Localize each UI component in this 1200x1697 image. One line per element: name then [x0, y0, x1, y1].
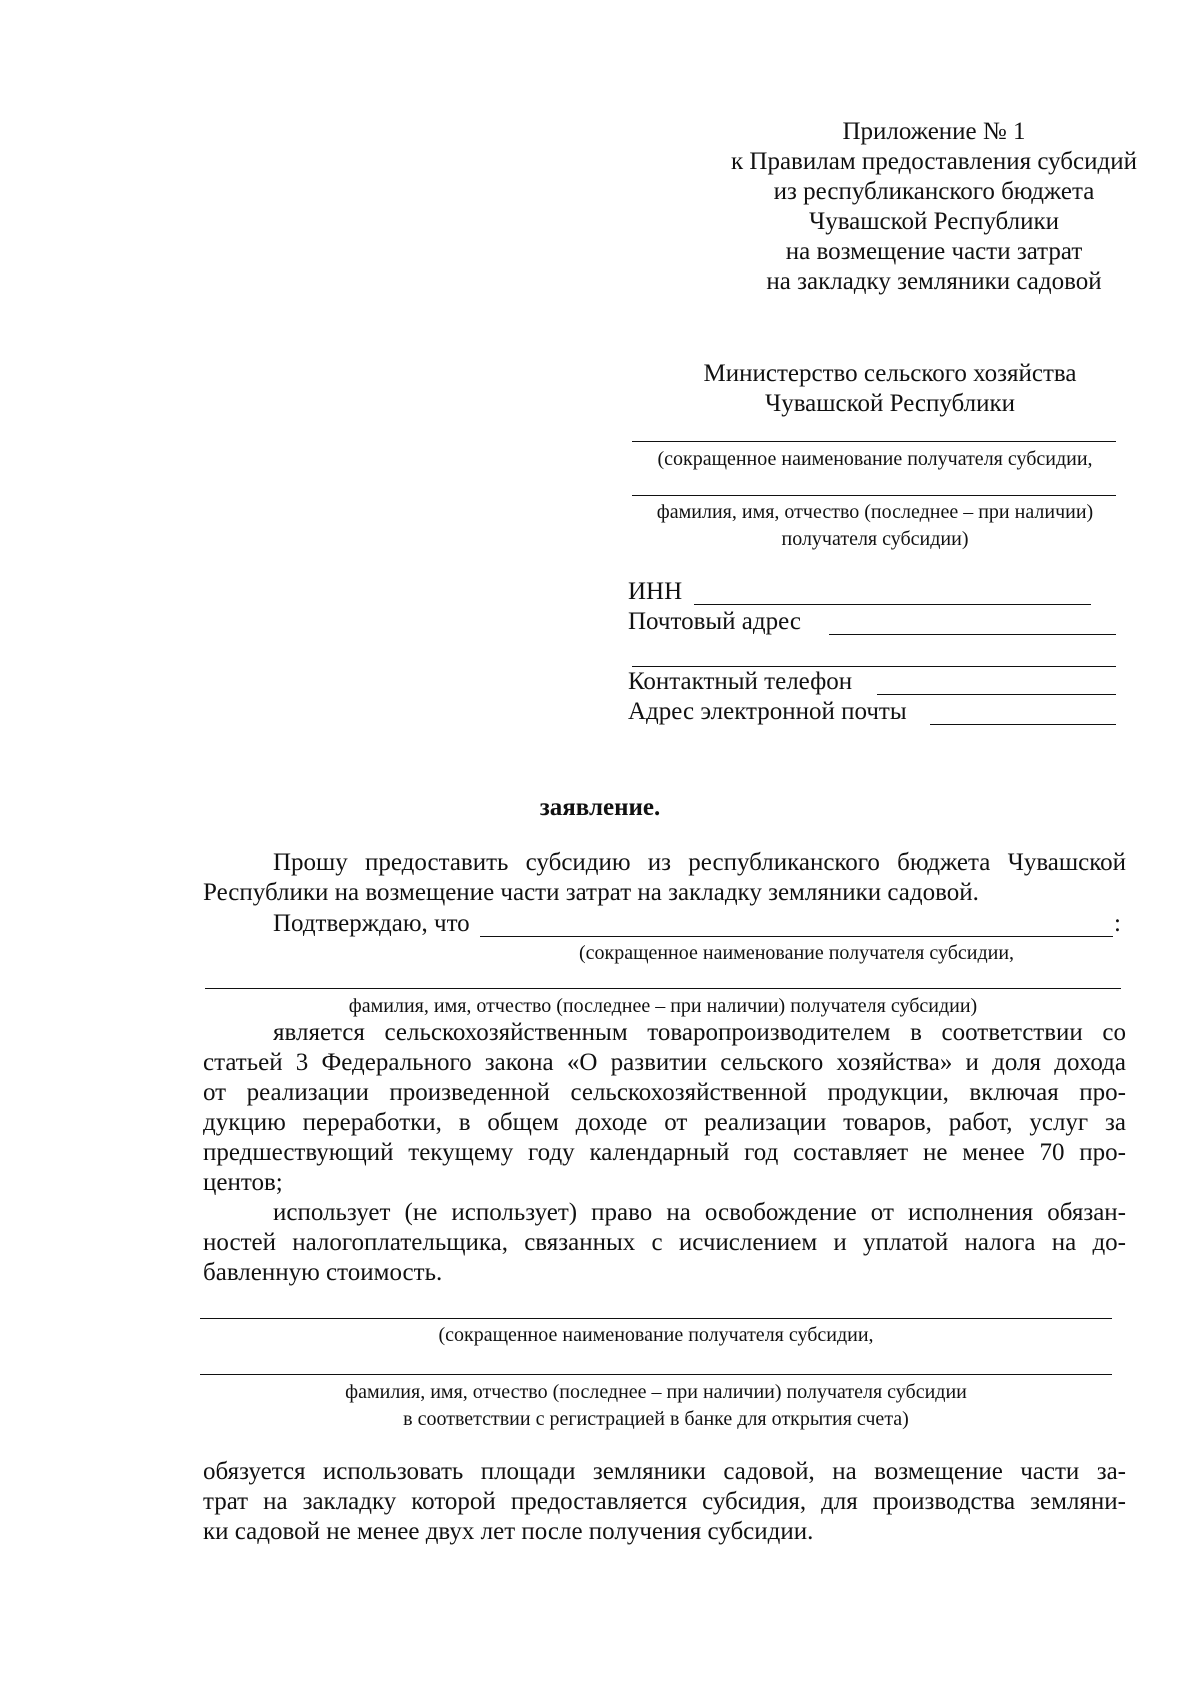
inn-label: ИНН: [628, 578, 683, 605]
paragraph-producer-line: предшествующий текущему году календарный год составляет не менее 70 про-: [203, 1139, 1126, 1166]
confirm-fio-caption: фамилия, имя, отчество (последнее – при наличии) получателя субсидии): [348, 995, 978, 1017]
paragraph-producer-line: центов;: [203, 1169, 283, 1196]
postal-address-field[interactable]: [829, 634, 1116, 635]
annex-line: на возмещение части затрат: [785, 238, 1083, 265]
paragraph-obligation-line: ки садовой не менее двух лет после получения субсидии.: [203, 1518, 814, 1545]
confirm-fio-field[interactable]: [205, 988, 1121, 989]
paragraph-obligation-line: трат на закладку которой предоставляется субсидия, для производства земляни-: [203, 1488, 1126, 1515]
confirm-label: Подтверждаю, что: [273, 910, 470, 937]
paragraph-vat-line: использует (не использует) право на освобождение от исполнения обязан-: [273, 1199, 1126, 1226]
email-field[interactable]: [930, 724, 1116, 725]
document-title: заявление.: [539, 794, 661, 821]
bank-recipient-name-caption: (сокращенное наименование получателя субсидии,: [438, 1324, 874, 1346]
inn-field[interactable]: [694, 604, 1091, 605]
annex-line: Чувашской Республики: [808, 208, 1060, 235]
annex-line: из республиканского бюджета: [773, 178, 1095, 205]
email-label: Адрес электронной почты: [628, 698, 907, 725]
bank-recipient-fio-caption-line2: в соответствии с регистрацией в банке для открытия счета): [403, 1408, 909, 1430]
confirm-colon: :: [1114, 910, 1121, 937]
paragraph-producer-line: дукцию переработки, в общем доходе от реализации товаров, работ, услуг за: [203, 1109, 1126, 1136]
paragraph-request-line: Прошу предоставить субсидию из республиканского бюджета Чувашской: [273, 849, 1126, 876]
phone-label: Контактный телефон: [628, 668, 853, 695]
paragraph-vat-line: ностей налогоплательщика, связанных с исчислением и уплатой налога на до-: [203, 1229, 1126, 1256]
recipient-fio-caption-line2: получателя субсидии): [781, 528, 969, 550]
postal-address-label: Почтовый адрес: [628, 608, 801, 635]
ministry-name: Министерство сельского хозяйства: [703, 360, 1077, 387]
paragraph-producer-line: статьей 3 Федерального закона «О развитии сельского хозяйства» и доля дохода: [203, 1049, 1126, 1076]
recipient-name-caption: (сокращенное наименование получателя субсидии,: [657, 448, 1093, 470]
annex-line: на закладку земляники садовой: [766, 268, 1102, 295]
bank-recipient-fio-caption: фамилия, имя, отчество (последнее – при наличии) получателя субсидии: [345, 1381, 967, 1403]
annex-line: к Правилам предоставления субсидий: [731, 148, 1137, 175]
confirm-recipient-field[interactable]: [480, 936, 1113, 937]
paragraph-obligation-line: обязуется использовать площади земляники садовой, на возмещение части за-: [203, 1458, 1126, 1485]
paragraph-request-line: Республики на возмещение части затрат на закладку земляники садовой.: [203, 879, 979, 906]
paragraph-producer-line: от реализации произведенной сельскохозяйственной продукции, включая про-: [203, 1079, 1126, 1106]
ministry-name-line2: Чувашской Республики: [764, 390, 1016, 417]
paragraph-vat-line: бавленную стоимость.: [203, 1259, 443, 1286]
bank-recipient-fio-field[interactable]: [200, 1374, 1112, 1375]
paragraph-producer-line: является сельскохозяйственным товаропроизводителем в соответствии со: [273, 1019, 1126, 1046]
confirm-caption: (сокращенное наименование получателя субсидии,: [578, 942, 1015, 964]
recipient-fio-caption: фамилия, имя, отчество (последнее – при наличии): [656, 501, 1094, 523]
recipient-fio-field[interactable]: [632, 495, 1116, 496]
annex-title: Приложение № 1: [842, 118, 1026, 145]
phone-field[interactable]: [877, 694, 1116, 695]
bank-recipient-name-field[interactable]: [200, 1318, 1112, 1319]
recipient-name-field[interactable]: [632, 441, 1116, 442]
